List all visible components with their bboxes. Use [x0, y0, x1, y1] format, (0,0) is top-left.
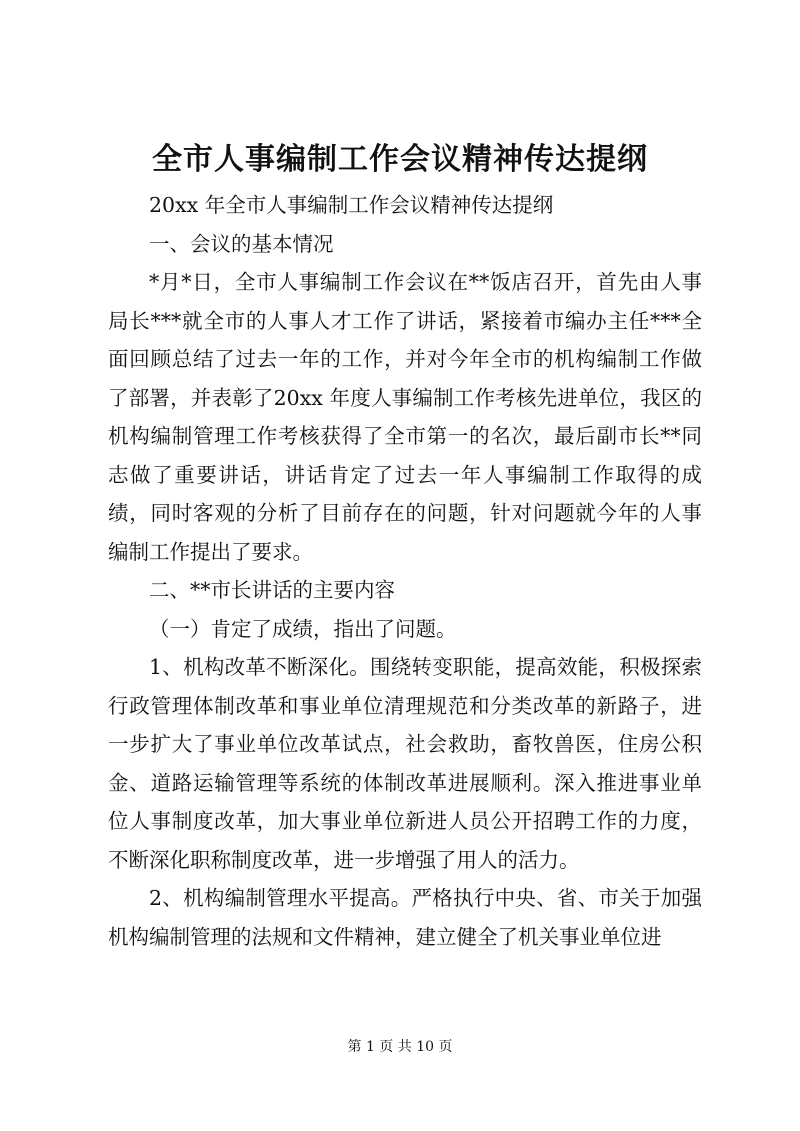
page-footer: 第 1 页 共 10 页 — [347, 1039, 453, 1055]
point-2-paragraph: 2、机构编制管理水平提高。严格执行中央、省、市关于加强机构编制管理的法规和文件精神，建立健全了机关事业单位进 — [108, 886, 702, 949]
subtitle-paragraph: 20xx 年全市人事编制工作会议精神传达提纲 — [149, 193, 554, 217]
meeting-summary-paragraph: *月*日，全市人事编制工作会议在**饭店召开，首先由人事局长***就全市的人事人才工作了讲话，紧接着市编办主任***全面回顾总结了过去一年的工作，并对今年全市的机构编制工作做了部署，并表彰了20xx 年度人事编制工作考核先进单位，我区的机构编制管理工作考核获得了全市第一的名次，最后副市长**同志做了重要讲话，讲话肯定了过去一年人事编制工作取得的成绩，同时客观的分析了目前存在的问题，针对问题就今年的人事编制工作提出了要求。 — [108, 270, 702, 564]
section-heading-2: 二、**市长讲话的主要内容 — [149, 578, 395, 602]
subsection-heading-1: （一）肯定了成绩，指出了问题。 — [149, 616, 457, 641]
document-body — [108, 186, 702, 956]
document-title: 全市人事编制工作会议精神传达提纲 — [152, 142, 648, 177]
point-1-paragraph: 1、机构改革不断深化。围绕转变职能，提高效能，积极探索行政管理体制改革和事业单位清理规范和分类改革的新路子，进一步扩大了事业单位改革试点，社会救助，畜牧兽医，住房公积金、道路运输管理等系统的体制改革进展顺利。深入推进事业单位人事制度改革，加大事业单位新进人员公开招聘工作的力度，不断深化职称制度改革，进一步增强了用人的活力。 — [108, 655, 702, 872]
section-heading-1: 一、会议的基本情况 — [149, 231, 334, 256]
